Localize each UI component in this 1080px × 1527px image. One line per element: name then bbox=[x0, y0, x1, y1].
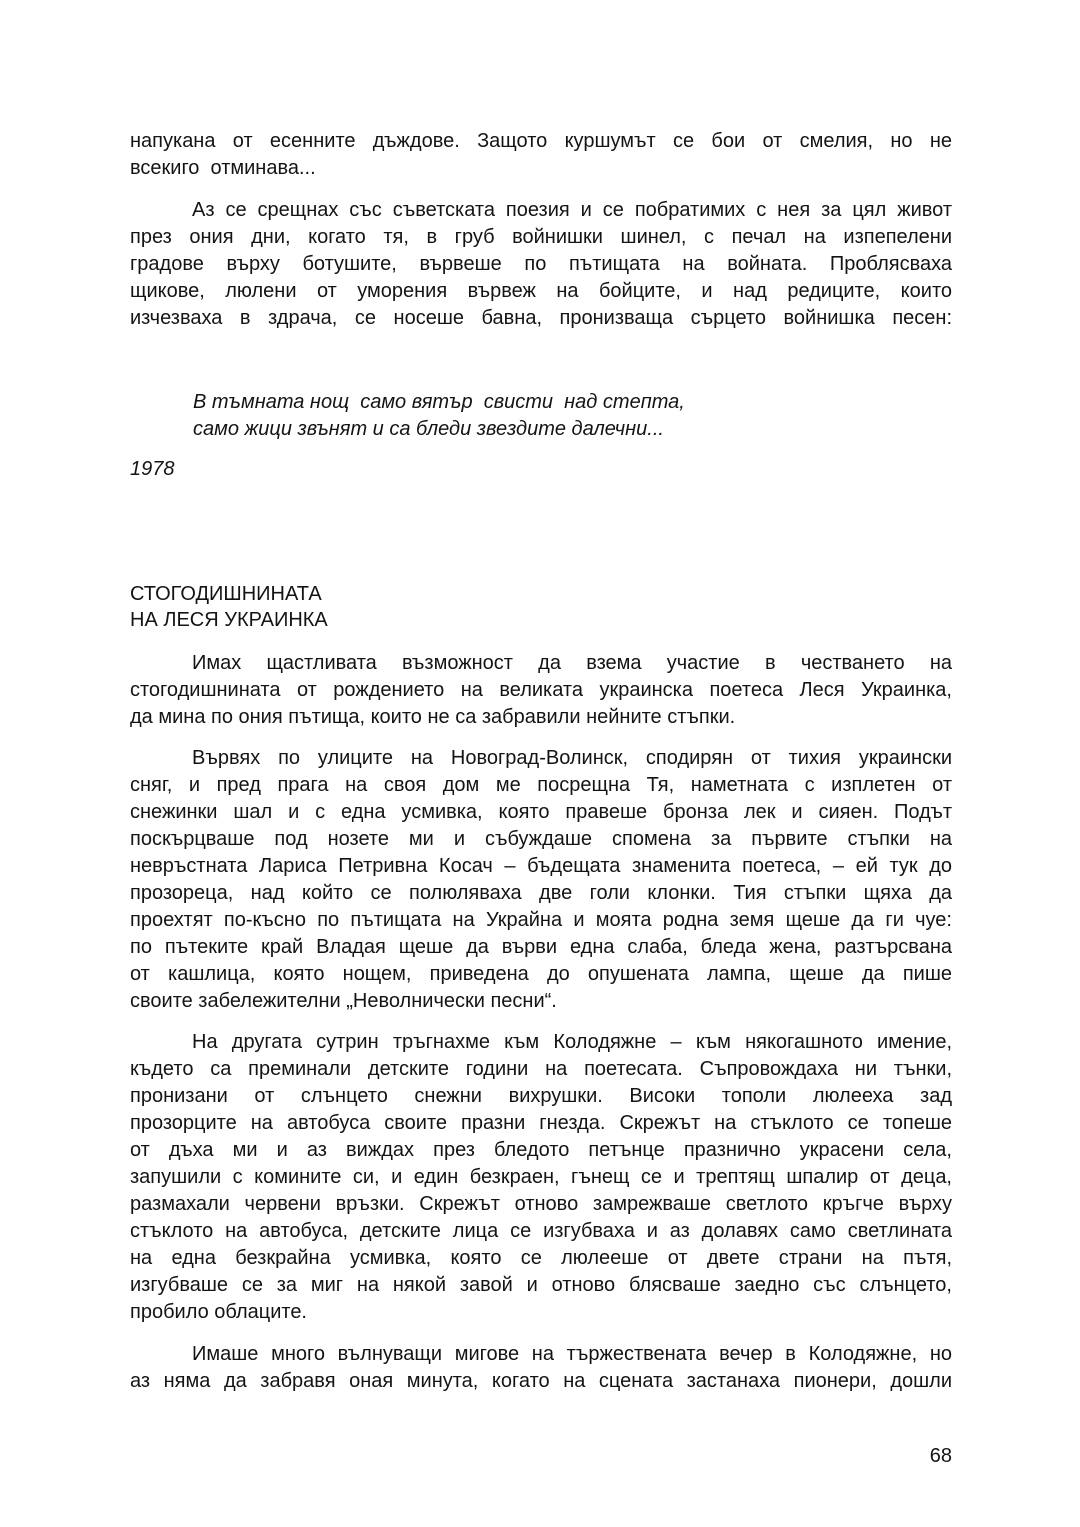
quote-line: В тъмната нощ само вятър свисти над степта, bbox=[193, 391, 685, 413]
text-line: Вървях по улиците на Новоград-Волинск, сподирян от тихия украински bbox=[192, 747, 952, 769]
text-line: поскърцваше под нозете ми и събуждаше спомена за първите стъпки на bbox=[130, 828, 952, 850]
text-line: на една безкрайна усмивка, която се люлееше от двете страни на пътя, bbox=[130, 1247, 952, 1269]
text-line: всекиго отминава... bbox=[130, 157, 316, 179]
paragraph-continuation bbox=[130, 128, 952, 182]
text-line: по пътеките край Владая щеше да върви една слаба, бледа жена, разтърсвана bbox=[130, 936, 952, 958]
essay-title bbox=[130, 581, 952, 633]
text-line: от кашлица, която нощем, приведена до опушената лампа, щеше да пише bbox=[130, 963, 952, 985]
quote-line: само жици звънят и са бледи звездите далечни... bbox=[193, 418, 664, 440]
song-quote bbox=[193, 389, 833, 443]
text-line: напукана от есенните дъждове. Защото куршумът се бои от смелия, но не bbox=[130, 130, 952, 152]
text-line: където са преминали детските години на поетесата. Съпровождаха ни тънки, bbox=[130, 1058, 952, 1080]
text-line: пронизани от слънцето снежни вихрушки. Високи тополи люлееха зад bbox=[130, 1085, 952, 1107]
text-line: аз няма да забравя оная минута, когато на сцената застанаха пионери, дошли bbox=[130, 1370, 952, 1392]
text-line: през ония дни, когато тя, в груб войнишки шинел, с печал на изпепелени bbox=[130, 226, 952, 248]
page-number: 68 bbox=[929, 1445, 952, 1467]
text-line: размахали червени връзки. Скрежът отново замрежваше светлото кръгче върху bbox=[130, 1193, 952, 1215]
text-line: градове върху ботушите, вървеше по пътищата на войната. Проблясваха bbox=[130, 253, 952, 275]
text-line: пробило облаците. bbox=[130, 1301, 307, 1323]
text-line: Аз се срещнах със съветската поезия и се побратимих с нея за цял живот bbox=[192, 199, 952, 221]
text-line: проехтят по-късно по пътищата на Украйна и моята родна земя щеше да ги чуе: bbox=[130, 909, 952, 931]
text-line: изчезваха в здрача, се носеше бавна, пронизваща сърцето войнишка песен: bbox=[130, 307, 952, 329]
text-line: щикове, люлени от уморения вървеж на бойците, и над редиците, които bbox=[130, 280, 952, 302]
text-line: да мина по ония пътища, които не са забравили нейните стъпки. bbox=[130, 706, 736, 728]
title-line: НА ЛЕСЯ УКРАИНКА bbox=[130, 609, 328, 631]
text-line: На другата сутрин тръгнахме към Колодяжне – към някогашното имение, bbox=[192, 1031, 952, 1053]
paragraph-soviet-poetry bbox=[130, 197, 952, 332]
text-line: Имаше много вълнуващи мигове на тържествената вечер в Колодяжне, но bbox=[192, 1343, 952, 1365]
text-line: своите забележителни „Неволнически песни“. bbox=[130, 990, 557, 1012]
text-line: стогодишнината от рождението на великата украинска поетеса Леся Украинка, bbox=[130, 679, 952, 701]
text-line: от дъха ми и аз виждах през бледото петънце празнично украсени села, bbox=[130, 1139, 952, 1161]
text-line: сняг, и пред прага на своя дом ме посрещна Тя, наметната с изплетен от bbox=[130, 774, 952, 796]
text-line: невръстната Лариса Петривна Косач – бъдещата знаменита поетеса, – ей тук до bbox=[130, 855, 952, 877]
paragraph-opportunity bbox=[130, 650, 952, 731]
title-line: СТОГОДИШНИНАТА bbox=[130, 583, 322, 605]
text-line: снежинки шал и с една усмивка, която правеше бронза лек и сияен. Подът bbox=[130, 801, 952, 823]
text-line: прозорците на автобуса своите празни гнезда. Скрежът на стъклото се топеше bbox=[130, 1112, 952, 1134]
paragraph-evening bbox=[130, 1341, 952, 1395]
text-line: прозореца, над който се полюляваха две голи клонки. Тия стъпки щяха да bbox=[130, 882, 952, 904]
paragraph-kolodyazhne bbox=[130, 1029, 952, 1326]
text-line: изгубваше се за миг на някой завой и отново блясваше заедно със слънцето, bbox=[130, 1274, 952, 1296]
text-line: стъклото на автобуса, детските лица се изгубваха и аз долавях само светлината bbox=[130, 1220, 952, 1242]
essay-year bbox=[130, 456, 952, 483]
paragraph-novograd bbox=[130, 745, 952, 1015]
text-line: запушили с комините си, и един безкраен, гънещ се и трептящ шпалир от деца, bbox=[130, 1166, 952, 1188]
year-text: 1978 bbox=[130, 458, 175, 480]
text-line: Имах щастливата възможност да взема участие в честването на bbox=[192, 652, 952, 674]
